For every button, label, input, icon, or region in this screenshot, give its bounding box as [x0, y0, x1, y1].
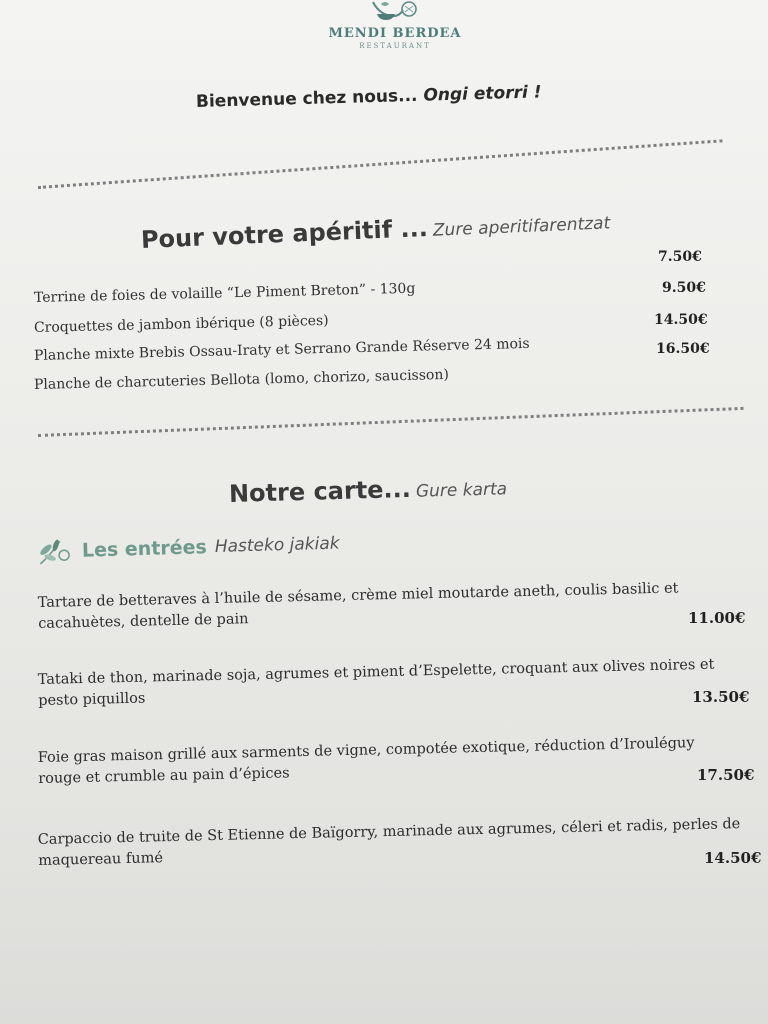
- carte-heading: [229, 472, 508, 508]
- dish-price: 13.50€: [692, 688, 750, 706]
- aperitif-item-name: Planche mixte Brebis Ossau-Iraty et Serrano Grande Réserve 24 mois: [33, 335, 530, 364]
- aperitif-item-name: Terrine de foies de volaille “Le Piment Breton” - 130g: [33, 280, 416, 306]
- dish-description-line: rouge et crumble au pain d’épices: [38, 765, 290, 787]
- welcome-text: Bienvenue chez nous...: [195, 85, 418, 112]
- leaf-bowl-logo-icon: [365, 0, 425, 22]
- carte-title: Notre carte...: [228, 474, 412, 508]
- dish-item: [38, 654, 739, 712]
- olive-branch-icon: [36, 535, 77, 568]
- dish-description-line: maquereau fumé: [38, 850, 164, 869]
- dish-description-line: Tataki de thon, marinade soja, agrumes et piment d’Espelette, croquant aux olives noires et: [37, 656, 715, 689]
- dish-price: 17.50€: [697, 766, 755, 784]
- aperitif-item: [34, 273, 714, 306]
- restaurant-name: MENDI BERDEA: [328, 26, 462, 41]
- dish-item: [38, 577, 739, 635]
- dish-price: 14.50€: [704, 849, 762, 867]
- aperitif-item-price: 9.50€: [662, 280, 706, 296]
- aperitif-item: [34, 303, 714, 336]
- dotted-divider: [38, 139, 723, 189]
- dish-description-line: cacahuètes, dentelle de pain: [38, 611, 249, 632]
- dish-description-line: Tartare de betteraves à l’huile de sésame, crème miel moutarde aneth, coulis basilic et: [37, 580, 679, 612]
- dish-description-line: Carpaccio de truite de St Etienne de Baïgorry, marinade aux agrumes, céleri et radis, perles de: [37, 816, 741, 849]
- entrees-title: Les entrées: [81, 536, 208, 562]
- dish-description-line: pesto piquillos: [38, 690, 146, 709]
- dotted-divider: [38, 407, 744, 437]
- aperitif-item-price: 7.50€: [658, 249, 702, 265]
- welcome-basque: Ongi etorri !: [423, 82, 542, 106]
- dish-price: 11.00€: [688, 609, 746, 627]
- dish-item: [38, 813, 767, 872]
- aperitif-title: Pour votre apéritif ...: [140, 213, 429, 254]
- aperitif-item: [34, 331, 714, 364]
- aperitif-item-name: Planche de charcuteries Bellota (lomo, chorizo, saucisson): [33, 366, 450, 393]
- aperitif-item-price: 16.50€: [656, 341, 710, 357]
- welcome-heading: [196, 82, 542, 112]
- aperitif-item: [34, 360, 714, 393]
- aperitif-heading: [140, 206, 610, 254]
- dish-description-line: Foie gras maison grillé aux sarments de vigne, compotée exotique, réduction d’Irouléguy: [37, 735, 695, 767]
- restaurant-subtitle: RESTAURANT: [359, 42, 431, 50]
- aperitif-item-name: Croquettes de jambon ibérique (8 pièces): [33, 312, 329, 336]
- dish-item: [38, 732, 739, 790]
- aperitif-item-price: 14.50€: [654, 312, 708, 328]
- entrees-subtitle: Hasteko jakiak: [214, 533, 340, 558]
- carte-subtitle: Gure karta: [415, 479, 508, 502]
- restaurant-logo: [320, 0, 470, 70]
- aperitif-subtitle: Zure aperitifarentzat: [432, 213, 611, 241]
- entrees-heading: [36, 528, 340, 568]
